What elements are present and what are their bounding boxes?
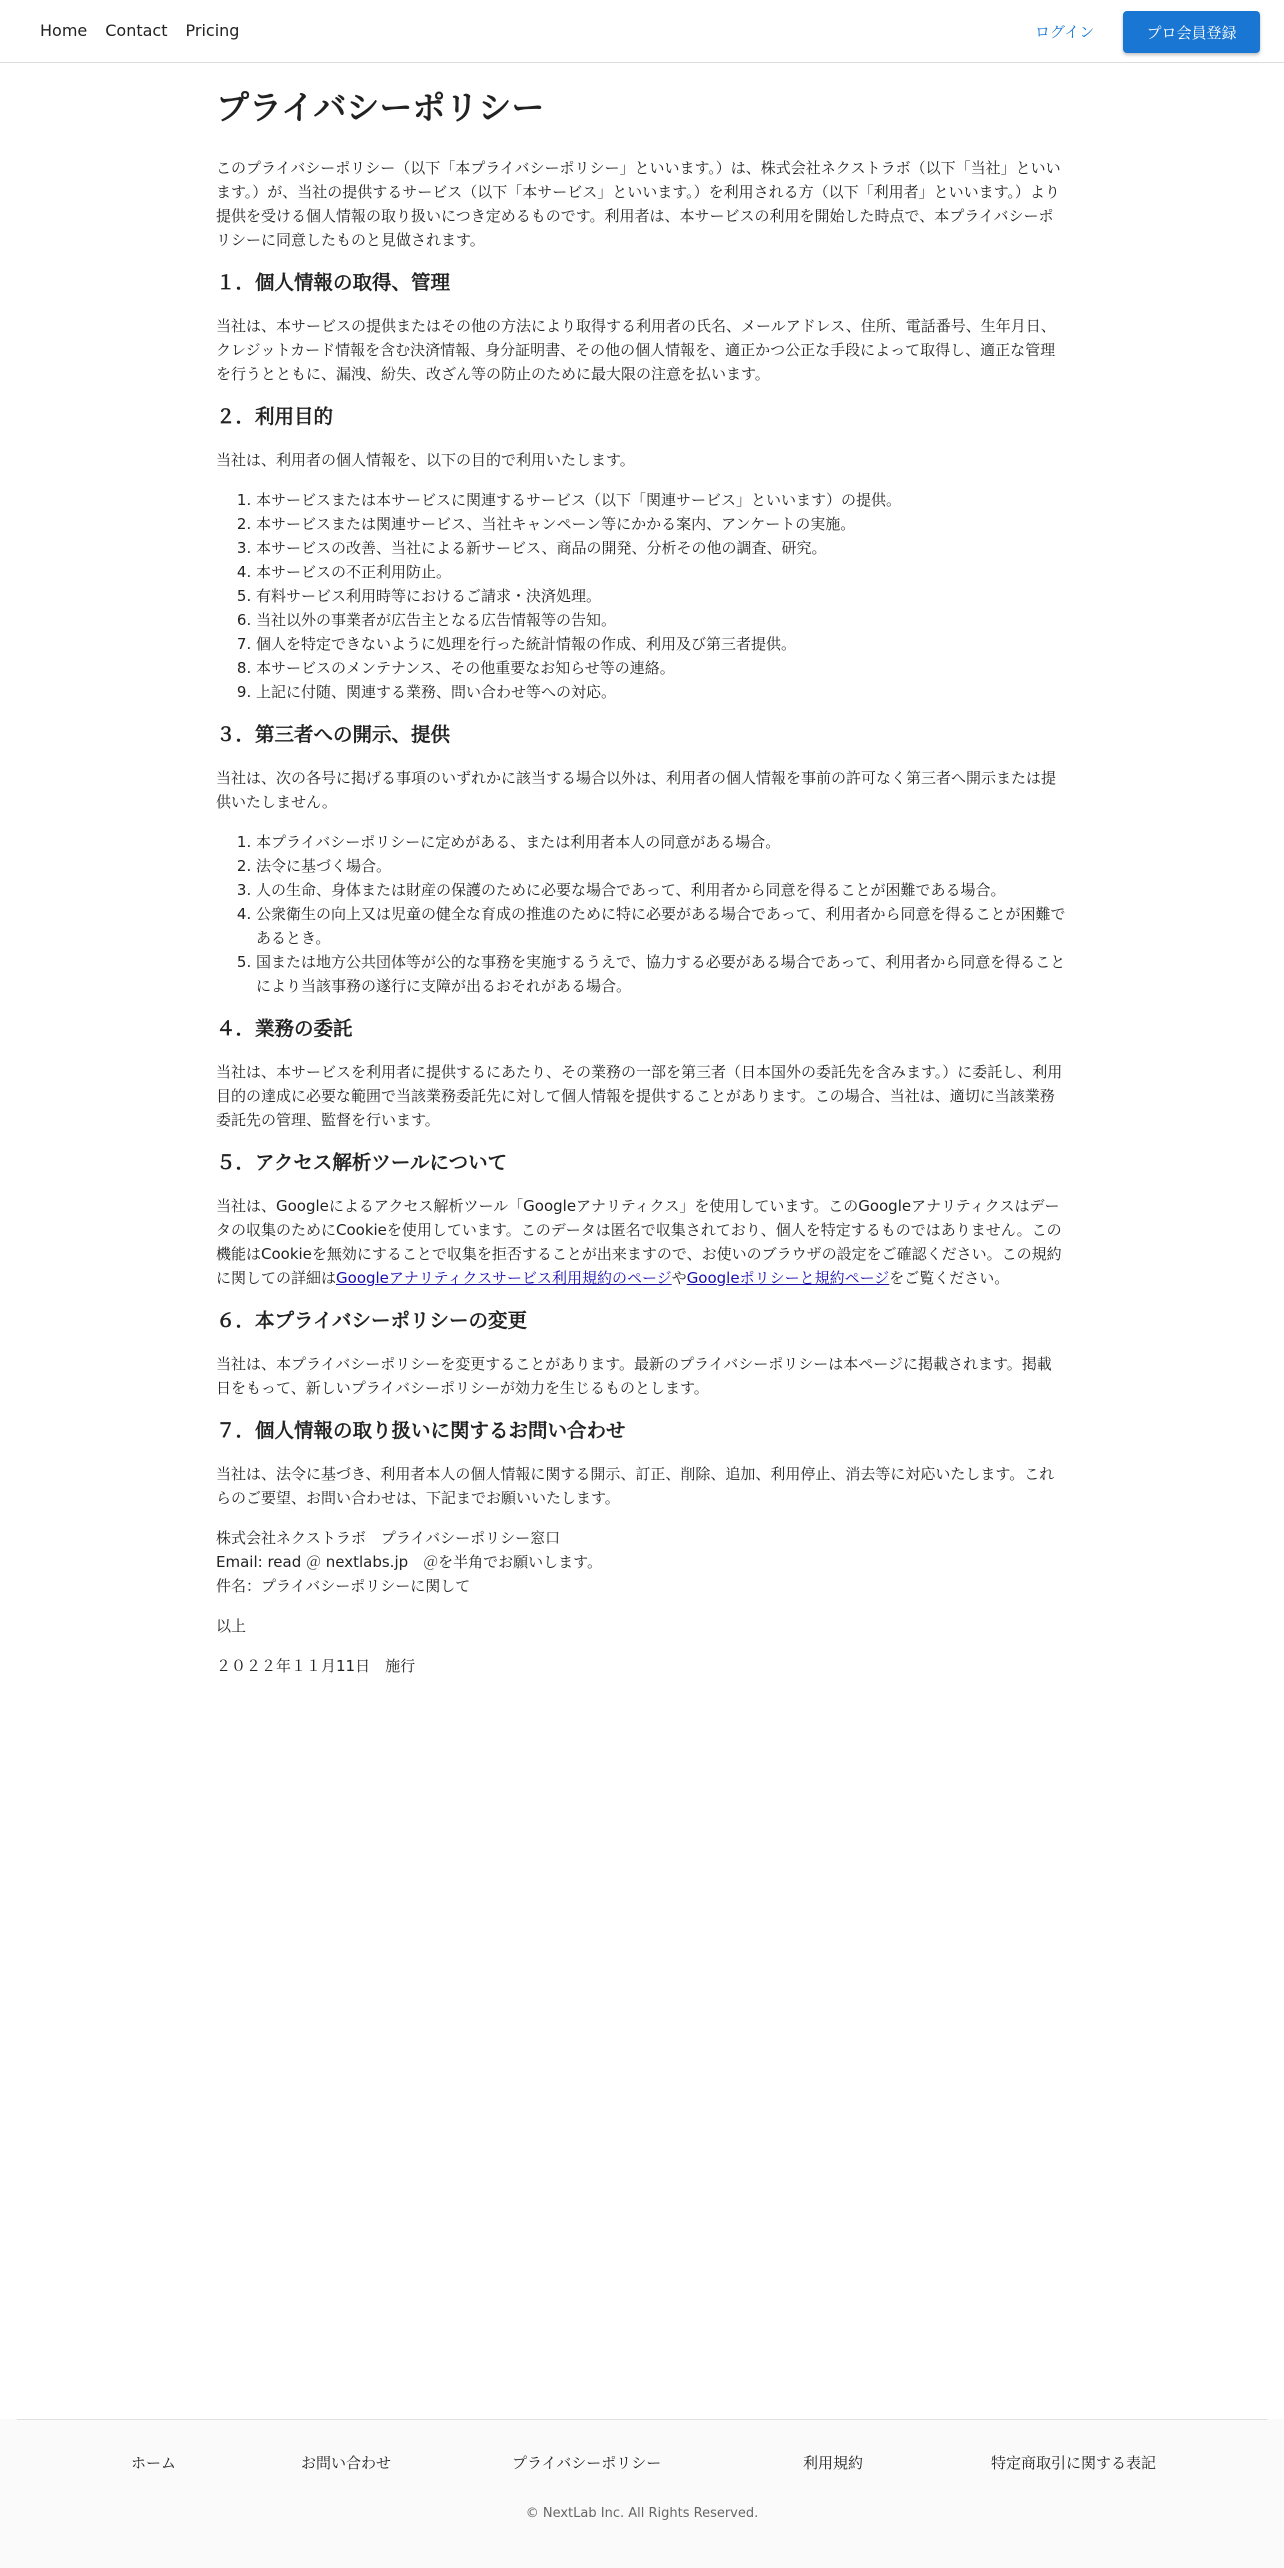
section-5-connector: や — [671, 1269, 687, 1287]
footer-terms-link[interactable]: 利用規約 — [803, 2454, 864, 2472]
section-1-text: 当社は、本サービスの提供またはその他の方法により取得する利用者の氏名、メールアドレス、住所、電話番号、生年月日、クレジットカード情報を含む決済情報、身分証明書、その他の個人情報を、適正かつ公正な手段によって取得し、適正な管理を行うとともに、漏洩、紛失、改ざん等の防止のために最大限の注意を払います。 — [216, 317, 1056, 383]
nav-contact-link[interactable]: Contact — [105, 21, 168, 40]
section-4-text: 当社は、本サービスを利用者に提供するにあたり、その業務の一部を第三者（日本国外の委託先を含みます。）に委託し、利用目的の達成に必要な範囲で当該業務委託先に対して個人情報を提供することがあります。この場合、当社は、適切に当該業務委託先の管理、監督を行います。 — [216, 1063, 1063, 1129]
section-6-heading: ６．本プライバシーポリシーの変更 — [216, 1309, 528, 1332]
contact-subject: 件名：プライバシーポリシーに関して — [216, 1577, 471, 1595]
list-item: 1. 本プライバシーポリシーに定めがある、または利用者本人の同意がある場合。 — [256, 830, 1066, 854]
footer-commerce-law-link[interactable]: 特定商取引に関する表記 — [991, 2454, 1157, 2472]
nav-pricing-link[interactable]: Pricing — [185, 21, 240, 40]
list-item: 9. 上記に付随、関連する業務、問い合わせ等への対応。 — [256, 680, 1066, 704]
section-5-body: 当社は、Googleによるアクセス解析ツール「Googleアナリティクス」を使用しています。このGoogleアナリティクスはデータの収集のためにCookieを使用しています。このデータは匿名で収集されており、個人を特定するものではありません。この機能はCookieを無効にすることで収集を拒否することが出来ますので、お使いのブラウザの設定をご確認ください。この規約に関しての詳細は — [216, 1197, 1062, 1287]
closing-text: 以上 — [216, 1617, 247, 1635]
list-item: 2. 法令に基づく場合。 — [256, 854, 1066, 878]
footer-contact-link[interactable]: お問い合わせ — [301, 2454, 392, 2472]
list-item: 4. 公衆衛生の向上又は児童の健全な育成の推進のために特に必要がある場合であって、利用者から同意を得ることが困難であるとき。 — [256, 902, 1066, 950]
list-item: 7. 個人を特定できないように処理を行った統計情報の作成、利用及び第三者提供。 — [256, 632, 1066, 656]
section-3-text: 当社は、次の各号に掲げる事項のいずれかに該当する場合以外は、利用者の個人情報を事前の許可なく第三者へ開示または提供いたしません。 — [216, 769, 1057, 811]
list-item: 3. 本サービスの改善、当社による新サービス、商品の開発、分析その他の調査、研究。 — [256, 536, 1066, 560]
list-item: 6. 当社以外の事業者が広告主となる広告情報等の告知。 — [256, 608, 1066, 632]
section-7-heading: ７．個人情報の取り扱いに関するお問い合わせ — [216, 1419, 626, 1442]
list-item: 5. 国または地方公共団体等が公的な事務を実施するうえで、協力する必要がある場合であって、利用者から同意を得ることにより当該事務の遂行に支障が出るおそれがある場合。 — [256, 950, 1066, 998]
section-3-heading: ３．第三者への開示、提供 — [216, 723, 451, 746]
contact-email: Email: read ＠ nextlabs.jp ＠を半角でお願いします。 — [216, 1553, 602, 1571]
section-4-heading: ４．業務の委託 — [216, 1017, 353, 1040]
list-item: 1. 本サービスまたは本サービスに関連するサービス（以下「関連サービス」といいます）の提供。 — [256, 488, 1066, 512]
policy-intro: このプライバシーポリシー（以下「本プライバシーポリシー」といいます。）は、株式会社ネクストラボ（以下「当社」といいます。）が、当社の提供するサービス（以下「本サービス」といいます。）を利用される方（以下「利用者」といいます。）より提供を受ける個人情報の取り扱いにつき定めるものです。利用者は、本サービスの利用を開始した時点で、本プライバシーポリシーに同意したものと見做されます。 — [216, 159, 1061, 249]
disclosure-list — [216, 830, 1066, 998]
list-item: 3. 人の生命、身体または財産の保護のために必要な場合であって、利用者から同意を得ることが困難である場合。 — [256, 878, 1066, 902]
section-5-tail: をご覧ください。 — [889, 1269, 1010, 1287]
section-5-text — [216, 1194, 1066, 1290]
copyright: © NextLab Inc. All Rights Reserved. — [525, 2506, 759, 2521]
section-2-text: 当社は、利用者の個人情報を、以下の目的で利用いたします。 — [216, 451, 635, 469]
site-header — [0, 0, 1284, 63]
policy-content — [216, 84, 1066, 1694]
list-item: 4. 本サービスの不正利用防止。 — [256, 560, 1066, 584]
google-policy-terms-link[interactable]: Googleポリシーと規約ページ — [686, 1269, 890, 1287]
main-nav — [40, 20, 239, 42]
section-1-heading: １．個人情報の取得、管理 — [216, 271, 451, 294]
login-link[interactable]: ログイン — [1035, 23, 1095, 41]
section-2-heading: ２．利用目的 — [216, 405, 334, 428]
list-item: 2. 本サービスまたは関連サービス、当社キャンペーン等にかかる案内、アンケートの実施。 — [256, 512, 1066, 536]
list-item: 8. 本サービスのメンテナンス、その他重要なお知らせ等の連絡。 — [256, 656, 1066, 680]
google-analytics-terms-link[interactable]: Googleアナリティクスサービス利用規約のページ — [336, 1269, 672, 1287]
pro-signup-button[interactable]: プロ会員登録 — [1123, 11, 1260, 53]
effective-date: ２０２２年１１月11日 施行 — [216, 1657, 416, 1675]
list-item: 5. 有料サービス利用時等におけるご請求・決済処理。 — [256, 584, 1066, 608]
footer-home-link[interactable]: ホーム — [131, 2454, 177, 2472]
section-5-heading: ５．アクセス解析ツールについて — [216, 1151, 508, 1174]
section-6-text: 当社は、本プライバシーポリシーを変更することがあります。最新のプライバシーポリシーは本ページに掲載されます。掲載日をもって、新しいプライバシーポリシーが効力を生じるものとします。 — [216, 1355, 1052, 1397]
site-footer — [0, 2419, 1284, 2568]
page-title: プライバシーポリシー — [216, 88, 545, 127]
contact-info — [216, 1526, 1066, 1598]
section-7-text: 当社は、法令に基づき、利用者本人の個人情報に関する開示、訂正、削除、追加、利用停止、消去等に対応いたします。これらのご要望、お問い合わせは、下記までお願いいたします。 — [216, 1465, 1055, 1507]
contact-office: 株式会社ネクストラボ プライバシーポリシー窓口 — [216, 1529, 561, 1547]
purpose-list — [216, 488, 1066, 704]
nav-home-link[interactable]: Home — [40, 21, 88, 40]
footer-divider — [17, 2419, 1267, 2420]
footer-privacy-link[interactable]: プライバシーポリシー — [512, 2454, 662, 2472]
